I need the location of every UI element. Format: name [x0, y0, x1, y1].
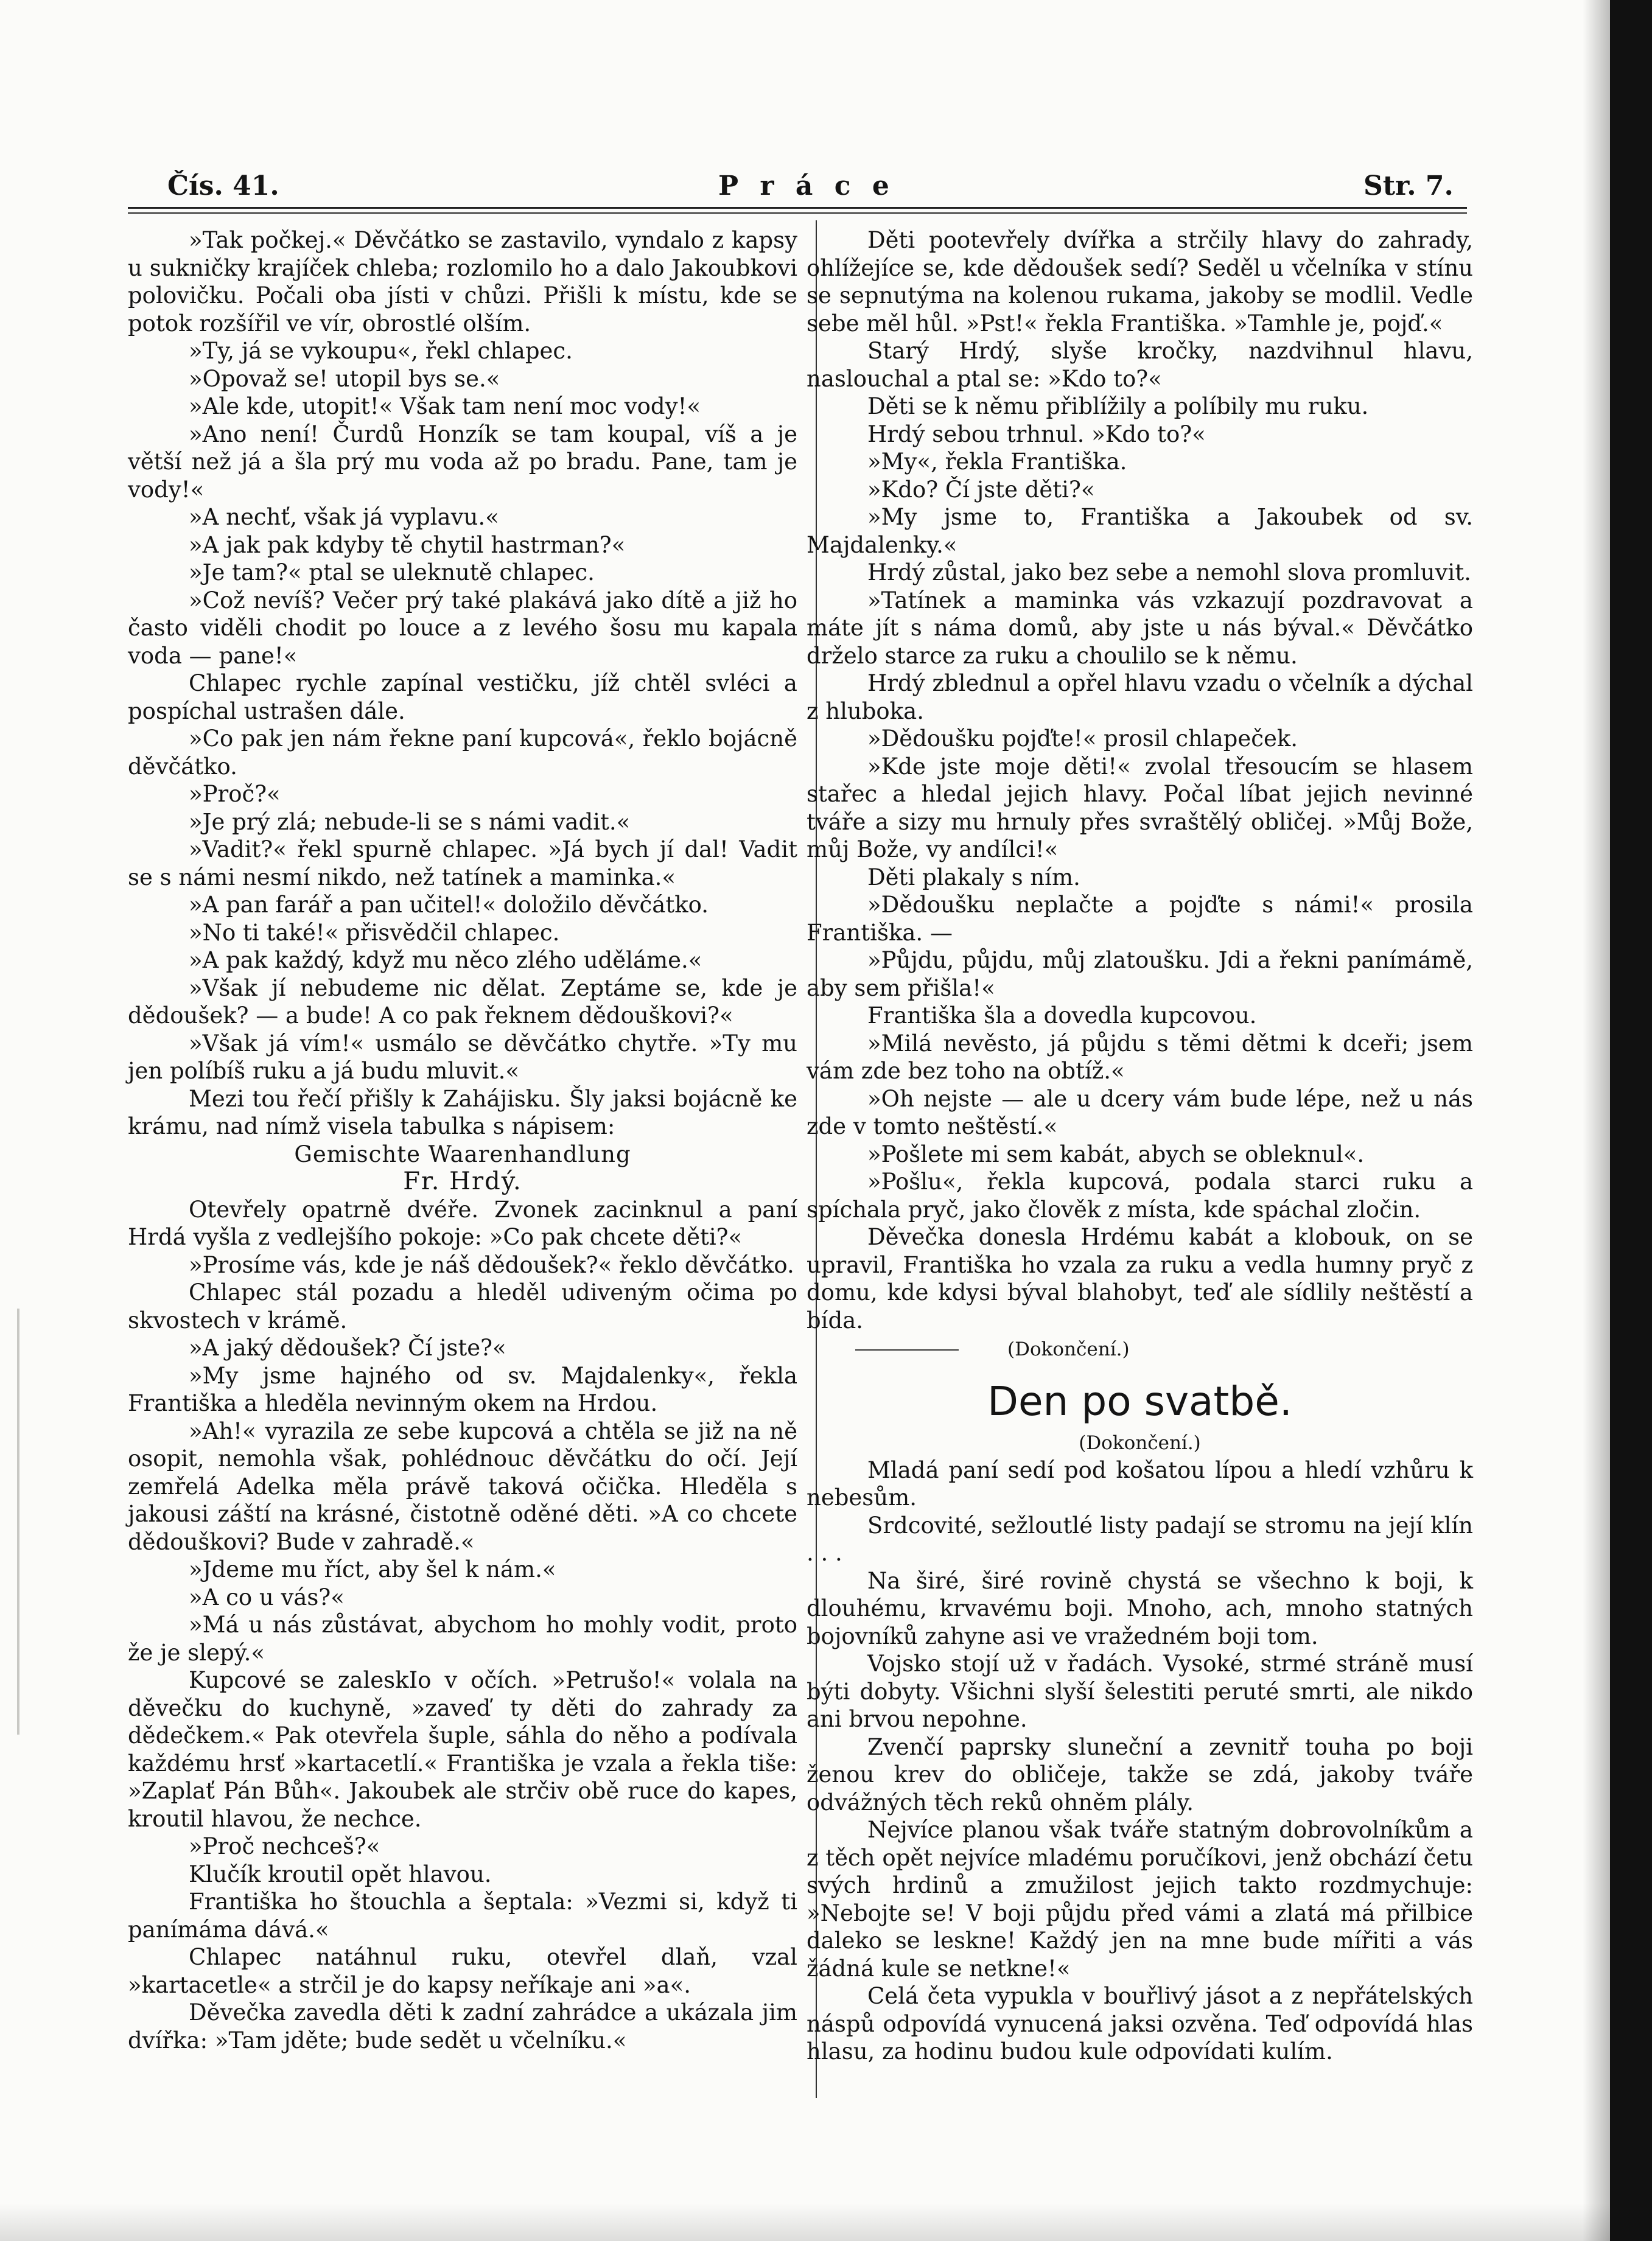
paragraph: »Což nevíš? Večer prý také plakává jako dítě a již ho často viděli chodit po louce a z levého šosu mu kapala voda — pane!«	[128, 587, 797, 669]
paragraph: »My«, řekla Františka.	[867, 449, 1127, 475]
paragraph: »Pošlete mi sem kabát, abych se obleknul«.	[867, 1141, 1365, 1167]
paragraph: Hrdý sebou trhnul. »Kdo to?«	[867, 421, 1206, 447]
paragraph: »Však jí nebudeme nic dělat. Zeptáme se, kde je dědoušek? — a bude! A co pak řeknem dědouškovi?«	[128, 974, 797, 1029]
header-rule-top	[128, 207, 1467, 209]
page-number: Str. 7.	[1363, 170, 1454, 201]
paragraph: Kupcové se zaleskIo v očích. »Petrušo!« volala na děvečku do kuchyně, »zaveď ty děti do zahrady za dědečkem.« Pak otevřela šuple, sáhla do něho a podívala každému hrsť »kartacetlí.« Františka je vzala a řekla tiše: »Zaplať Pán Bůh«. Jakoubek ale strčiv obě ruce do kapes, kroutil hlavou, že nechce.	[128, 1667, 797, 1832]
scan-dark-edge	[1610, 0, 1652, 2241]
paragraph: Chlapec stál pozadu a hleděl udiveným očima po skvostech v krámě.	[128, 1279, 797, 1334]
issue-number: Čís. 41.	[167, 170, 279, 201]
paragraph: »Pošlu«, řekla kupcová, podala starci ruku a spíchala pryč, jako člověk z místa, kde spáchal zločin.	[807, 1169, 1473, 1223]
paragraph: »Ale kde, utopit!« Však tam není moc vody!«	[189, 393, 701, 419]
paragraph: »Tatínek a maminka vás vzkazují pozdravovat a máte jít s náma domů, aby jste u nás býval.« Děvčátko drželo starce za ruku a choulilo se k němu.	[807, 587, 1473, 669]
paragraph: Hrdý zůstal, jako bez sebe a nemohl slova promluvit.	[867, 559, 1471, 586]
paragraph: Klučík kroutil opět hlavou.	[189, 1861, 492, 1887]
scan-bottom-shadow	[0, 2203, 1610, 2241]
paragraph: »Má u nás zůstávat, abychom ho mohly vodit, proto že je slepý.«	[128, 1612, 797, 1666]
paragraph: Vojsko stojí už v řadách. Vysoké, strmé stráně musí býti dobyty. Všichni slyší šelestiti peruté smrti, ale nikdo ani brvou nepohne.	[807, 1651, 1473, 1732]
paragraph: Starý Hrdý, slyše kročky, nazdvihnul hlavu, naslouchal a ptal se: »Kdo to?«	[807, 338, 1473, 392]
paragraph: »My jsme to, Františka a Jakoubek od sv. Majdalenky.«	[807, 504, 1473, 558]
paragraph: »Co pak jen nám řekne paní kupcová«, řeklo bojácně děvčátko.	[128, 725, 797, 780]
paragraph: Otevřely opatrně dvéře. Zvonek zacinknul a paní Hrdá vyšla z vedlejšího pokoje: »Co pak chcete děti?«	[128, 1196, 797, 1250]
paragraph: »Proč?«	[189, 781, 281, 807]
paragraph: »Kde jste moje děti!« zvolal třesoucím se hlasem stařec a hledal jejich hlavy. Počal líbat jejich nevinné tváře a sizy mu hrnuly přes svraštělý obličej. »Můj Bože, můj Bože, vy andílci!«	[807, 753, 1473, 862]
article-subtitle: (Dokončení.)	[1079, 1432, 1201, 1454]
paragraph: Františka šla a dovedla kupcovou.	[867, 1002, 1257, 1029]
paragraph: Hrdý zblednul a opřel hlavu vzadu o včelník a dýchal z hluboka.	[807, 670, 1473, 724]
paragraph: »Vadit?« řekl spurně chlapec. »Já bych jí dal! Vadit se s námi nesmí nikdo, než tatínek a maminka.«	[128, 836, 797, 890]
paragraph: »Je prý zlá; nebude-li se s námi vadit.«	[189, 808, 631, 835]
paragraph: »Dědoušku neplačte a pojďte s námi!« prosila Františka. —	[807, 892, 1473, 946]
paragraph: »Půjdu, půjdu, můj zlatoušku. Jdi a řekni panímámě, aby sem přišla!«	[807, 947, 1473, 1001]
paragraph: Srdcovité, sežloutlé listy padají se stromu na její klín . . .	[807, 1512, 1473, 1566]
paragraph: »Jdeme mu říct, aby šel k nám.«	[189, 1556, 556, 1582]
paragraph: Celá četa vypukla v bouřlivý jásot a z nepřátelských náspů odpovídá vynucená jaksi ozvěna. Teď odpovídá hlas hlasu, za hodinu budou kule odpovídati kulím.	[807, 1983, 1473, 2064]
paragraph: »Tak počkej.« Děvčátko se zastavilo, vyndalo z kapsy u sukničky krajíček chleba; rozlomilo ho a dalo Jakoubkovi polovičku. Počali oba jísti v chůzi. Přišli k místu, kde se potok rozšířil ve vír, obrostlé olším.	[128, 227, 797, 337]
paragraph: »A pak každý, když mu něco zlého uděláme.«	[189, 947, 702, 973]
scan-edge-shadow	[1583, 0, 1610, 2241]
paragraph: »Milá nevěsto, já půjdu s těmi dětmi k dceři; jsem vám zde bez toho na obtíž.«	[807, 1030, 1473, 1084]
paragraph: »Ano není! Čurdů Honzík se tam koupal, víš a je větší než já a šla prý mu voda až po bradu. Pane, tam je vody!«	[128, 421, 797, 503]
paragraph: »Oh nejste — ale u dcery vám bude lépe, než u nás zde v tomto neštěstí.«	[807, 1085, 1473, 1139]
paragraph: Děti plakaly s ním.	[867, 864, 1080, 890]
paragraph: »A jak pak kdyby tě chytil hastrman?«	[189, 531, 626, 558]
paragraph: »A jaký dědoušek? Čí jste?«	[189, 1335, 506, 1361]
paragraph: »Ah!« vyrazila ze sebe kupcová a chtěla se již na ně osopit, nemohla však, pohlédnouc děvčátku do očí. Její zemřelá Adelka měla právě taková očička. Hleděla s jakousi záští na krásné, čistotně oděné děti. »A co chcete dědouškovi? Bude v zahradě.«	[128, 1418, 797, 1555]
paragraph: Děvečka donesla Hrdému kabát a klobouk, on se upravil, Františka ho vzala za ruku a vedla humny pryč z domu, kde kdysi býval blahobyt, teď ale sídlily neštěstí a bída.	[807, 1224, 1473, 1334]
right-column	[807, 226, 1473, 2066]
header-rule-bottom	[128, 212, 1467, 214]
paragraph: Děti pootevřely dvířka a strčily hlavy do zahrady, ohlížejíce se, kde dědoušek sedí? Seděl u včelníka v stínu se sepnutýma na kolenou rukama, jakoby se modlil. Vedle sebe měl hůl. »Pst!« řekla Františka. »Tamhle je, pojď.«	[807, 227, 1473, 337]
paragraph: »A pan farář a pan učitel!« doložilo děvčátko.	[189, 892, 709, 918]
page-crease	[17, 1309, 19, 1735]
paragraph: »Prosíme vás, kde je náš dědoušek?« řeklo děvčátko.	[189, 1251, 794, 1278]
end-dash	[855, 1349, 959, 1351]
paragraph: »Ty, já se vykoupu«, řekl chlapec.	[189, 338, 573, 364]
paragraph: Zvenčí paprsky sluneční a zevnitř touha po boji ženou krev do obličeje, takže se zdá, jakoby tváře odvážných těch reků ohněm plály.	[807, 1733, 1473, 1816]
paragraph: Nejvíce planou však tváře statným dobrovolníkům a z těch opět nejvíce mladému poručíkovi, jenž obchází četu svých hrdinů a zmužilost jejich takto rozdmychuje: »Nebojte se! V boji půjdu před vámi a zlatá má přilbice daleko se leskne! Každý jen na mne bude mířiti a vás žádná kule se netkne!«	[807, 1817, 1473, 1982]
paragraph: »A co u vás?«	[189, 1584, 345, 1610]
newspaper-title: P r á c e	[718, 170, 895, 201]
paragraph: Chlapec natáhnul ruku, otevřel dlaň, vzal »kartacetle« a strčil je do kapsy neříkaje ani »a«.	[128, 1944, 797, 1998]
paragraph: »Proč nechceš?«	[189, 1833, 380, 1859]
article-title: Den po svatbě.	[987, 1377, 1292, 1425]
paragraph: Chlapec rychle zapínal vestičku, jíž chtěl svléci a pospíchal ustrašen dále.	[128, 670, 797, 724]
paragraph: »Je tam?« ptal se uleknutě chlapec.	[189, 559, 595, 586]
paragraph: Mezi tou řečí přišly k Zahájisku. Šly jaksi bojácně ke krámu, nad nímž visela tabulka s nápisem:	[128, 1085, 797, 1139]
paragraph: Mladá paní sedí pod košatou lípou a hledí vzhůru k nebesům.	[807, 1456, 1473, 1511]
paragraph: Děvečka zavedla děti k zadní zahrádce a ukázala jim dvířka: »Tam jděte; bude sedět u včelníku.«	[128, 1999, 797, 2054]
paragraph: Děti se k němu přiblížily a políbily mu ruku.	[867, 393, 1369, 419]
paragraph: »Dědoušku pojďte!« prosil chlapeček.	[867, 725, 1298, 752]
paragraph: »Opovaž se! utopil bys se.«	[189, 365, 500, 392]
paragraph: »My jsme hajného od sv. Majdalenky«, řekla Františka a hleděla nevinným okem na Hrdou.	[128, 1362, 797, 1416]
paragraph: »A nechť, však já vyplavu.«	[189, 504, 499, 530]
paragraph: »No ti také!« přisvědčil chlapec.	[189, 919, 560, 946]
paragraph: Františka ho štouchla a šeptala: »Vezmi si, když ti panímáma dává.«	[128, 1889, 797, 1943]
paragraph: »Však já vím!« usmálo se děvčátko chytře. »Ty mu jen políbíš ruku a já budu mluvit.«	[128, 1030, 797, 1084]
shop-sign-line1: Gemischte Waarenhandlung	[294, 1141, 631, 1167]
story-end-line	[807, 1334, 1473, 1364]
paragraph: Na širé, širé rovině chystá se všechno k boji, k dlouhému, krvavému boji. Mnoho, ach, mnoho statných bojovníků zahyne asi ve vražedném boji tom.	[807, 1567, 1473, 1649]
left-column	[128, 226, 797, 2054]
shop-sign-line2: Fr. Hrdý.	[403, 1167, 522, 1195]
paragraph: »Kdo? Čí jste děti?«	[867, 476, 1095, 503]
continued-note: (Dokončení.)	[1007, 1338, 1130, 1360]
